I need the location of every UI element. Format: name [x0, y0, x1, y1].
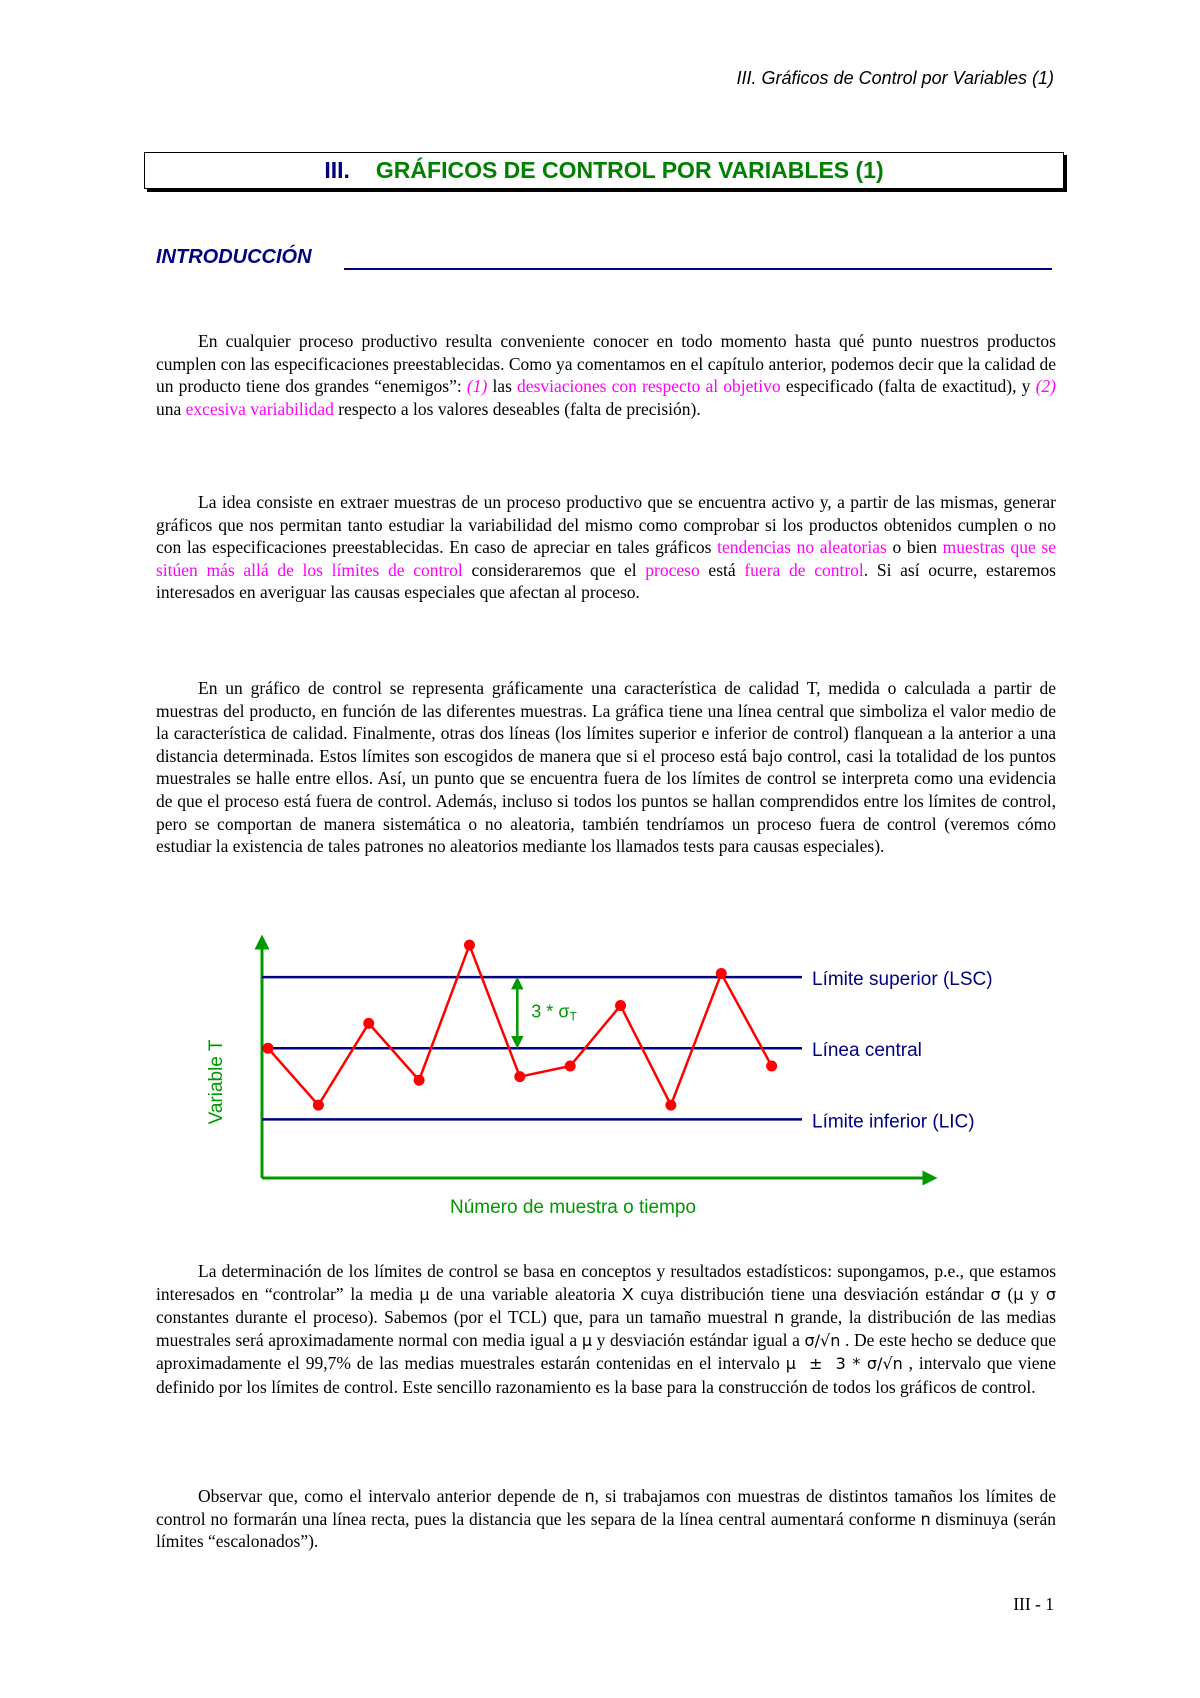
variable-n: n — [920, 1508, 931, 1529]
paragraph-4: La determinación de los límites de control se basa en conceptos y resultados estadísticos: supongamos, p.e., que estamos interesados en “controlar” la media μ de una variable aleatoria X cuya distribución tiene una desviación estándar σ (μ y σ constantes durante el proceso). Sabemos (por el TCL) que, para un tamaño muestral n grande, la distribución de las medias muestrales será aproximadamente normal con media igual a μ y desviación estándar igual a σ/√n . De este hecho se deduce que aproximadamente el 99,7% de las medias muestrales estarán contenidas en el intervalo μ ± 3 * σ/√n , intervalo que viene definido por los límites de control. Este sencillo razonamiento es la base para la construcción de todos los gráficos de control. — [156, 1261, 1057, 1397]
data-point-1 — [263, 1043, 274, 1054]
highlight-trends: tendencias no aleatorias — [717, 537, 887, 558]
data-point-3 — [363, 1018, 374, 1029]
three-sigma-label: $3 * \sigma_T$ — [531, 1001, 577, 1024]
data-point-9 — [665, 1100, 676, 1111]
symbol-mu: μ — [1013, 1284, 1024, 1304]
highlight-variability: excesiva variabilidad — [185, 398, 334, 419]
data-point-2 — [313, 1100, 324, 1111]
data-series — [263, 940, 778, 1111]
control-chart — [190, 930, 993, 1230]
variable-n: n — [584, 1486, 595, 1506]
paragraph-1: En cualquier proceso productivo resulta conveniente conocer en todo momento hasta qué punto nuestros productos cumplen con las especificaciones preestablecidas. Como ya comentamos en el capítulo anterior, podemos decir que la calidad de un producto tiene dos grandes “enemigos”: (1) las desviaciones con respecto al objetivo especificado (falta de exactitud), y (2) una excesiva variabilidad respecto a los valores deseables (falta de precisión). — [156, 331, 1056, 419]
highlight-out-of-control: fuera de control — [744, 559, 864, 580]
highlight-deviations: desviaciones con respecto al objetivo — [517, 376, 781, 397]
data-point-5 — [464, 940, 475, 951]
variable-x: X — [622, 1283, 634, 1304]
upper-control-limit-label: Límite superior (LSC) — [812, 969, 993, 991]
center-line-label: Línea central — [812, 1040, 922, 1062]
symbol-sigma: σ — [990, 1284, 1001, 1304]
highlight-process: proceso — [645, 559, 700, 580]
data-point-10 — [716, 968, 727, 979]
marker-2: (2) — [1035, 376, 1056, 397]
section-heading: INTRODUCCIÓN — [156, 246, 312, 268]
data-point-7 — [565, 1061, 576, 1072]
chapter-number: III. — [324, 157, 350, 183]
data-point-4 — [414, 1075, 425, 1086]
highlight-samples-beyond-limits: muestras que se sitúen más allá de los límites de control — [156, 537, 1056, 580]
data-point-8 — [615, 1000, 626, 1011]
running-header: III. Gráficos de Control por Variables (1) — [736, 68, 1054, 88]
chapter-title — [324, 157, 883, 184]
data-point-11 — [766, 1061, 777, 1072]
paragraph-3: En un gráfico de control se representa gráficamente una característica de calidad T, medida o calculada a partir de muestras del producto, en función de las diferentes muestras. La gráfica tiene una línea central que simboliza el valor medio de la característica de calidad. Finalmente, otras dos líneas (los límites superior e inferior de control) flanquean a la anterior a una distancia determinada. Estos límites son escogidos de manera que si el proceso está bajo control, casi la totalidad de los puntos muestrales se halle entre ellos. Así, un punto que se encuentra fuera de los límites de control se interpreta como una evidencia de que el proceso está fuera de control. Además, incluso si todos los puntos se hallan comprendidos entre los límites de control, pero se comportan de manera sistemática o no aleatoria, también tendríamos un proceso fuera de control (veremos cómo estudiar la existencia de tales patrones no aleatorios mediante los llamados tests para causas especiales). — [156, 678, 1056, 857]
paragraph-2: La idea consiste en extraer muestras de un proceso productivo que se encuentra activo y, a partir de las mismas, generar gráficos que nos permitan tanto estudiar la variabilidad del mismo como comprobar si los productos obtenidos cumplen o no con las especificaciones preestablecidas. En caso de apreciar en tales gráficos tendencias no aleatorias o bien muestras que se sitúen más allá de los límites de control consideraremos que el proceso está fuera de control. Si así ocurre, estaremos interesados en averiguar las causas especiales que afectan al proceso. — [156, 492, 1056, 603]
marker-1: (1) — [466, 376, 488, 397]
x-axis-label: Número de muestra o tiempo — [449, 1197, 697, 1218]
symbol-sigma: σ — [1045, 1284, 1057, 1304]
section-underline — [344, 268, 1052, 270]
symbol-mu: μ — [419, 1284, 430, 1304]
lower-control-limit-label: Límite inferior (LIC) — [812, 1111, 975, 1133]
formula-control-interval: μ ± 3 * σ/√n — [785, 1354, 903, 1374]
chapter-title-text: GRÁFICOS DE CONTROL POR VARIABLES (1) — [375, 157, 884, 183]
page-number: III - 1 — [1013, 1594, 1054, 1614]
data-point-6 — [514, 1071, 525, 1082]
paragraph-5: Observar que, como el intervalo anterior depende de n, si trabajamos con muestras de distintos tamaños los límites de control no formarán una línea recta, pues la distancia que les separa de la línea central aumentará conforme n disminuya (serán límites “escalonados”). — [156, 1486, 1056, 1552]
chapter-title-box — [144, 152, 1064, 189]
variable-n: n — [774, 1307, 784, 1328]
formula-sigma-over-root-n: σ/√n — [804, 1330, 841, 1350]
y-axis-label: Variable T — [206, 1039, 227, 1125]
symbol-mu: μ — [581, 1330, 593, 1350]
